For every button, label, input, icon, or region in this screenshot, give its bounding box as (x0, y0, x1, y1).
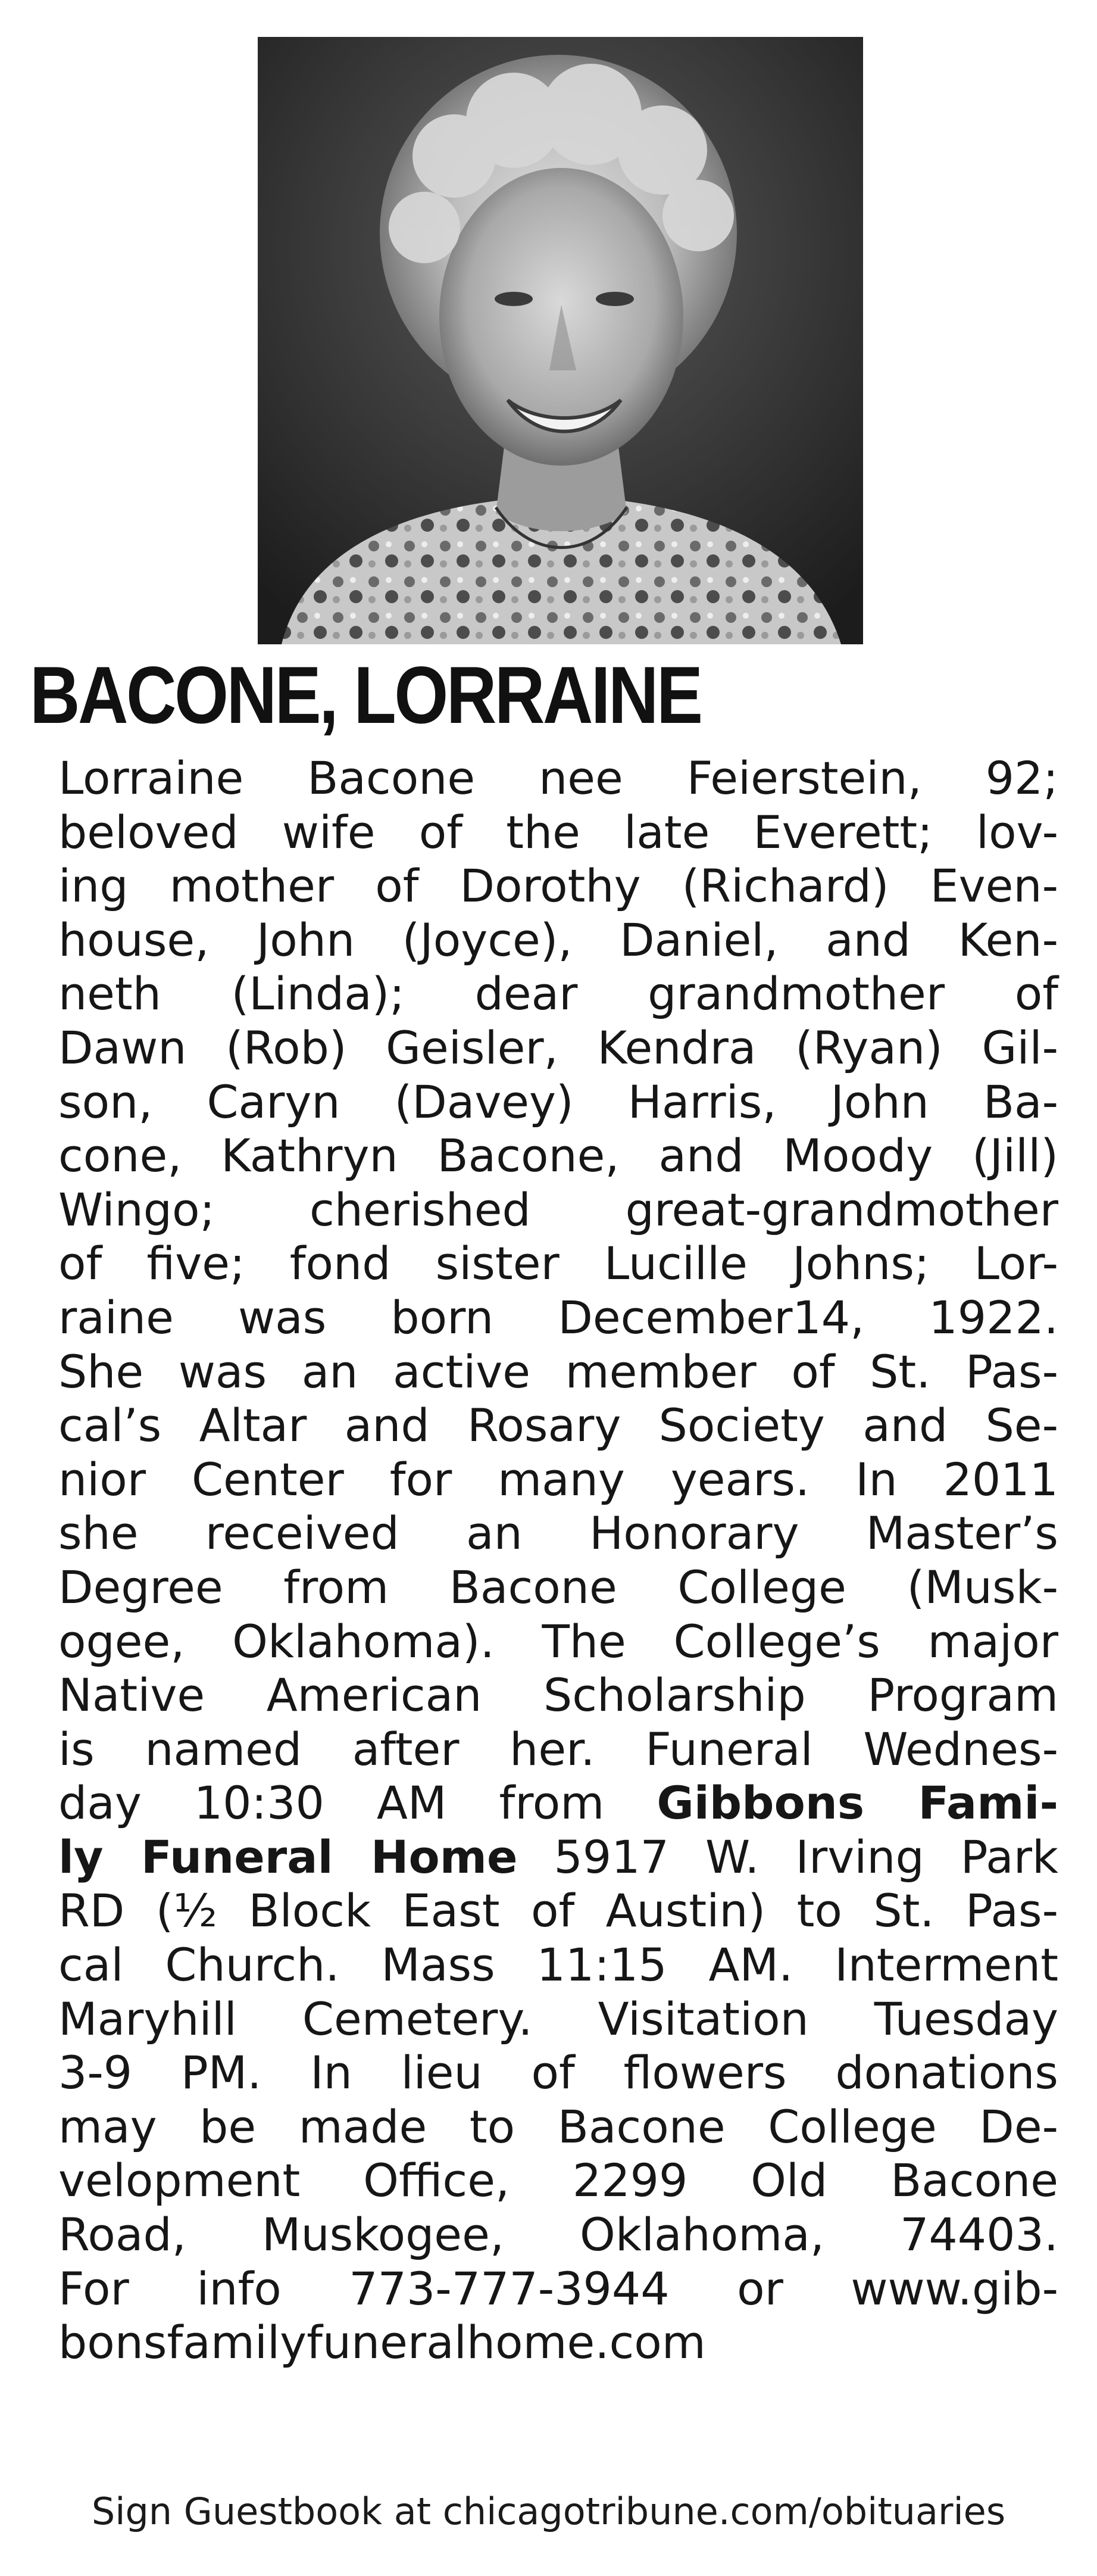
funeral-home-name-part: ly Funeral Home (58, 1830, 518, 1883)
obituary-line: may be made to Bacone College De- (58, 2100, 1058, 2153)
obituary-line: Native American Scholarship Program (58, 1669, 1058, 1722)
obituary-line: For info 773-777-3944 or www.gib- (58, 2262, 1058, 2315)
obituary-line: raine was born December14, 1922. (58, 1290, 1058, 1344)
portrait-image (258, 37, 863, 644)
guestbook-footer: Sign Guestbook at chicagotribune.com/obituaries (91, 2490, 1006, 2533)
obituary-line-funeral-home (58, 1830, 1058, 1885)
obituary-line: bonsfamilyfuneralhome.com (58, 2316, 706, 2369)
obituary-text-segment: 5917 W. Irving Park (517, 1830, 1058, 1883)
obituary-line: Road, Muskogee, Oklahoma, 74403. (58, 2208, 1058, 2262)
obituary-line: Wingo; cherished great-grandmother (58, 1183, 1058, 1236)
obituary-line: RD (½ Block East of Austin) to St. Pas- (58, 1884, 1058, 1938)
obituary-line: is named after her. Funeral Wednes- (58, 1722, 1058, 1776)
obituary-text (58, 751, 1058, 2370)
obituary-line: Lorraine Bacone nee Feierstein, 92; (58, 751, 1058, 804)
obituary-line: ing mother of Dorothy (Richard) Even- (58, 859, 1058, 913)
obituary-line: velopment Office, 2299 Old Bacone (58, 2154, 1058, 2207)
obituary-line: son, Caryn (Davey) Harris, John Ba- (58, 1075, 1058, 1128)
obituary-line: Degree from Bacone College (Musk- (58, 1560, 1058, 1614)
obituary-line: cal’s Altar and Rosary Society and Se- (58, 1399, 1058, 1452)
obituary-line: house, John (Joyce), Daniel, and Ken- (58, 913, 1058, 966)
obituary-text-segment: day 10:30 AM from (58, 1776, 657, 1830)
obituary-line-funeral-home (58, 1776, 1058, 1830)
deceased-name-heading: BACONE, LORRAINE (30, 650, 701, 740)
obituary-line: cone, Kathryn Bacone, and Moody (Jill) (58, 1129, 1058, 1183)
obituary-line: cal Church. Mass 11:15 AM. Interment (58, 1938, 1058, 1992)
portrait-photo (258, 37, 863, 644)
obituary-line: she received an Honorary Master’s (58, 1507, 1058, 1560)
obituary-line: She was an active member of St. Pas- (58, 1345, 1058, 1398)
obituary-line: Dawn (Rob) Geisler, Kendra (Ryan) Gil- (58, 1021, 1058, 1074)
obituary-line: of five; fond sister Lucille Johns; Lor- (58, 1237, 1058, 1290)
funeral-home-name-part: Gibbons Fami- (657, 1776, 1058, 1830)
obituary-line: 3-9 PM. In lieu of flowers donations (58, 2046, 1058, 2100)
obituary-line: beloved wife of the late Everett; lov- (58, 805, 1058, 859)
obituary-line: Maryhill Cemetery. Visitation Tuesday (58, 1992, 1058, 2045)
obituary-line: neth (Linda); dear grandmother of (58, 967, 1058, 1021)
obituary-line: nior Center for many years. In 2011 (58, 1452, 1058, 1506)
obituary-line: ogee, Oklahoma). The College’s major (58, 1614, 1058, 1668)
